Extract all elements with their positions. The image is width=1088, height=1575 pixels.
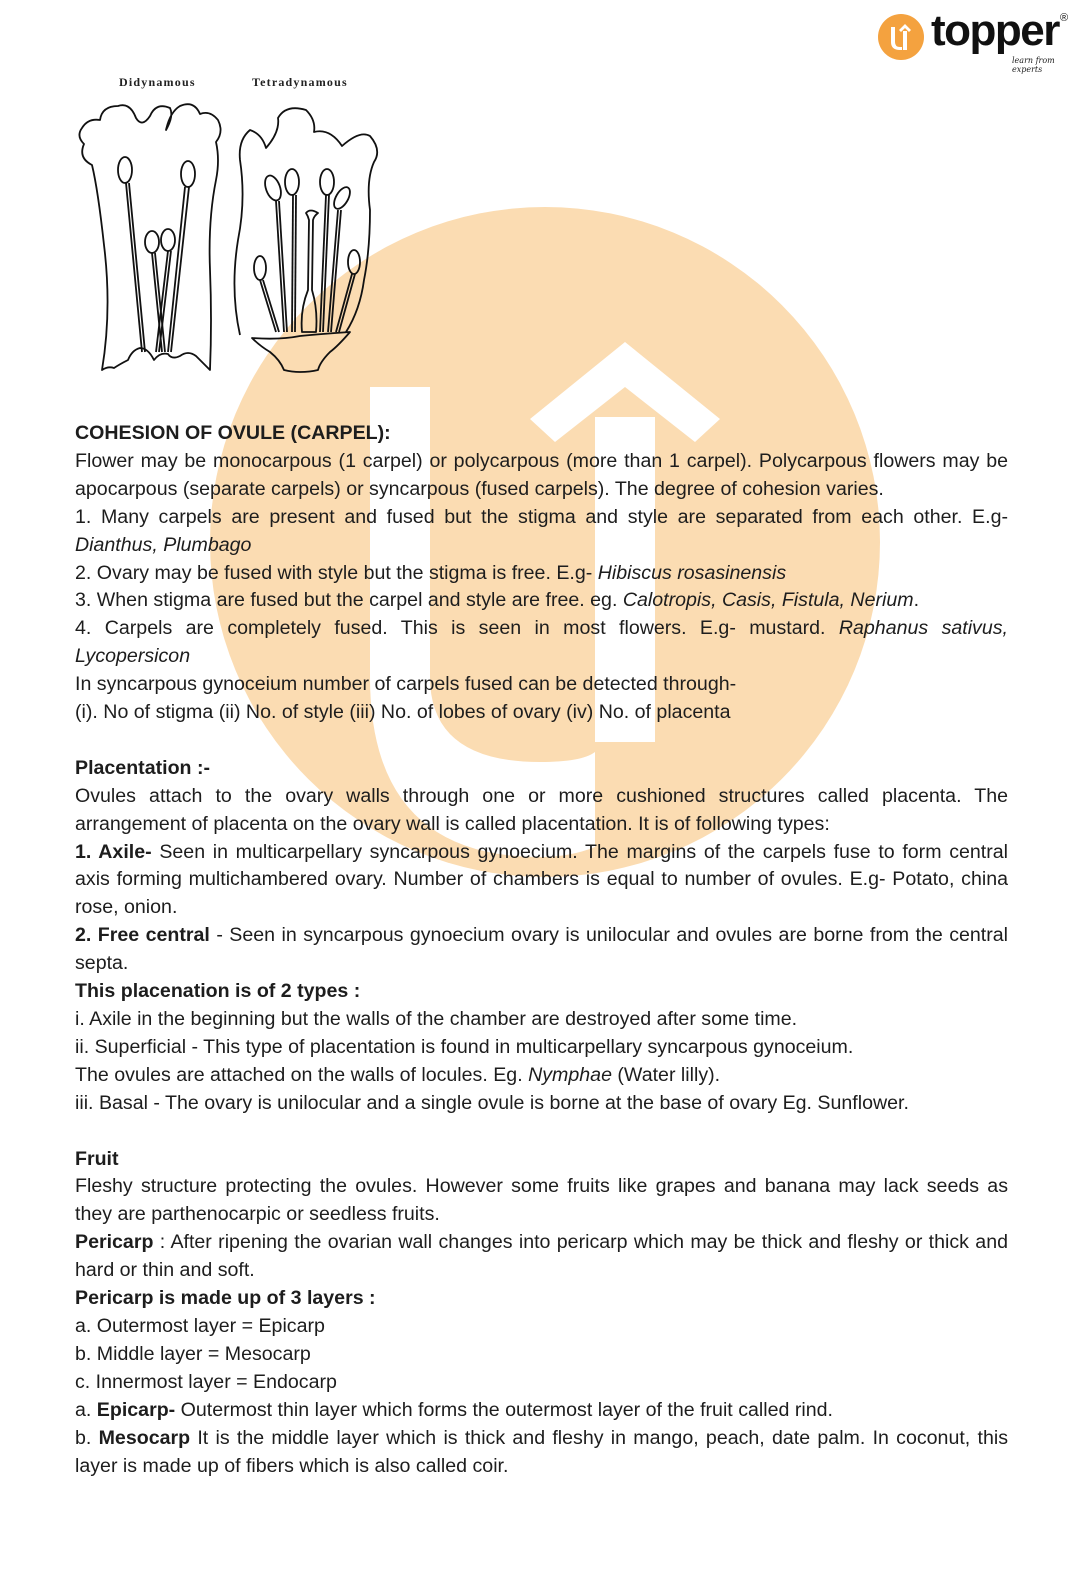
figure-label-tetradynamous: Tetradynamous <box>252 75 348 89</box>
topper-logo <box>878 6 1073 74</box>
cohesion-item-2: 2. Ovary may be fused with style but the stigma is free. E.g- Hibiscus rosasinensis <box>75 561 787 584</box>
placentation-type-iii: iii. Basal - The ovary is unilocular and a single ovule is borne at the base of ovary Eg. Sunflower. <box>75 1091 909 1114</box>
placentation-free-central: 2. Free central - Seen in syncarpous gynoecium ovary is unilocular and ovules are borne from the central septa. <box>75 924 1009 975</box>
logo-tagline: learn from experts <box>1012 56 1055 74</box>
cohesion-detect-line: In syncarpous gynoceium number of carpels fused can be detected through- <box>75 673 737 696</box>
flower-illustration-icon <box>70 70 390 390</box>
fruit-intro: Fleshy structure protecting the ovules. However some fruits like grapes and banana may lack seeds as they are parthenocarpic or seedless fruits. <box>75 1175 1008 1226</box>
stamen-diagram <box>70 70 390 390</box>
placentation-section <box>75 755 1008 1118</box>
cohesion-item-1: 1. Many carpels are present and fused but the stigma and style are separated from each other. E.g- Dianthus, Plumbago <box>75 505 1008 556</box>
placentation-types-heading: This placenation is of 2 types : <box>75 980 361 1003</box>
logo-wordmark: topper <box>931 6 1059 55</box>
cohesion-intro: Flower may be monocarpous (1 carpel) or polycarpous (more than 1 carpel). Polycarpous flowers may be apocarpous (separate carpels) or syncarpous (fused carpels). The degree of cohesion varies. <box>75 449 1008 500</box>
topper-logo-mark-icon <box>878 14 924 60</box>
document-body <box>75 420 1008 1480</box>
cohesion-item-3: 3. When stigma are fused but the carpel and style are free. eg. Calotropis, Casis, Fistula, Nerium. <box>75 589 920 612</box>
fruit-layer-1: a. Outermost layer = Epicarp <box>75 1314 325 1337</box>
cohesion-heading: COHESION OF OVULE (CARPEL): <box>75 422 391 444</box>
figure-label-didynamous: Didynamous <box>119 75 196 89</box>
placentation-axile: 1. Axile- Seen in multicarpellary syncarpous gynoecium. The margins of the carpels fuse to form central axis forming multichambered ovary. Number of chambers is equal to number of ovules. E.g- Potato, china rose, onion. <box>75 840 1009 919</box>
fruit-layer-2: b. Middle layer = Mesocarp <box>75 1342 311 1365</box>
fruit-heading: Fruit <box>75 1147 119 1170</box>
fruit-section <box>75 1146 1008 1481</box>
cohesion-item-4: 4. Carpels are completely fused. This is seen in most flowers. E.g- mustard. Raphanus sativus, Lycopersicon <box>75 617 1008 668</box>
fruit-layer-3: c. Innermost layer = Endocarp <box>75 1370 337 1393</box>
placentation-type-i: i. Axile in the beginning but the walls of the chamber are destroyed after some time. <box>75 1008 798 1031</box>
cohesion-section <box>75 420 1008 727</box>
placentation-heading: Placentation :- <box>75 756 210 779</box>
fruit-layers-heading: Pericarp is made up of 3 layers : <box>75 1287 376 1310</box>
placentation-type-ii: ii. Superficial - This type of placentation is found in multicarpellary syncarpous gynoceium. <box>75 1035 854 1058</box>
placentation-intro: Ovules attach to the ovary walls through one or more cushioned structures called placenta. The arrangement of placenta on the ovary wall is called placentation. It is of following types: <box>75 784 1008 835</box>
fruit-pericarp: Pericarp : After ripening the ovarian wall changes into pericarp which may be thick and fleshy or thick and hard or thin and soft. <box>75 1231 1008 1282</box>
placentation-type-ii-cont: The ovules are attached on the walls of locules. Eg. Nymphae (Water lilly). <box>75 1063 721 1086</box>
cohesion-criteria-line: (i). No of stigma (ii) No. of style (iii) No. of lobes of ovary (iv) No. of placenta <box>75 701 731 724</box>
fruit-mesocarp: b. Mesocarp It is the middle layer which is thick and fleshy in mango, peach, date palm. In coconut, this layer is made up of fibers which is also called coir. <box>75 1426 1008 1477</box>
fruit-epicarp: a. Epicarp- Outermost thin layer which forms the outermost layer of the fruit called rind. <box>75 1398 833 1421</box>
registered-mark: ® <box>1060 12 1069 24</box>
